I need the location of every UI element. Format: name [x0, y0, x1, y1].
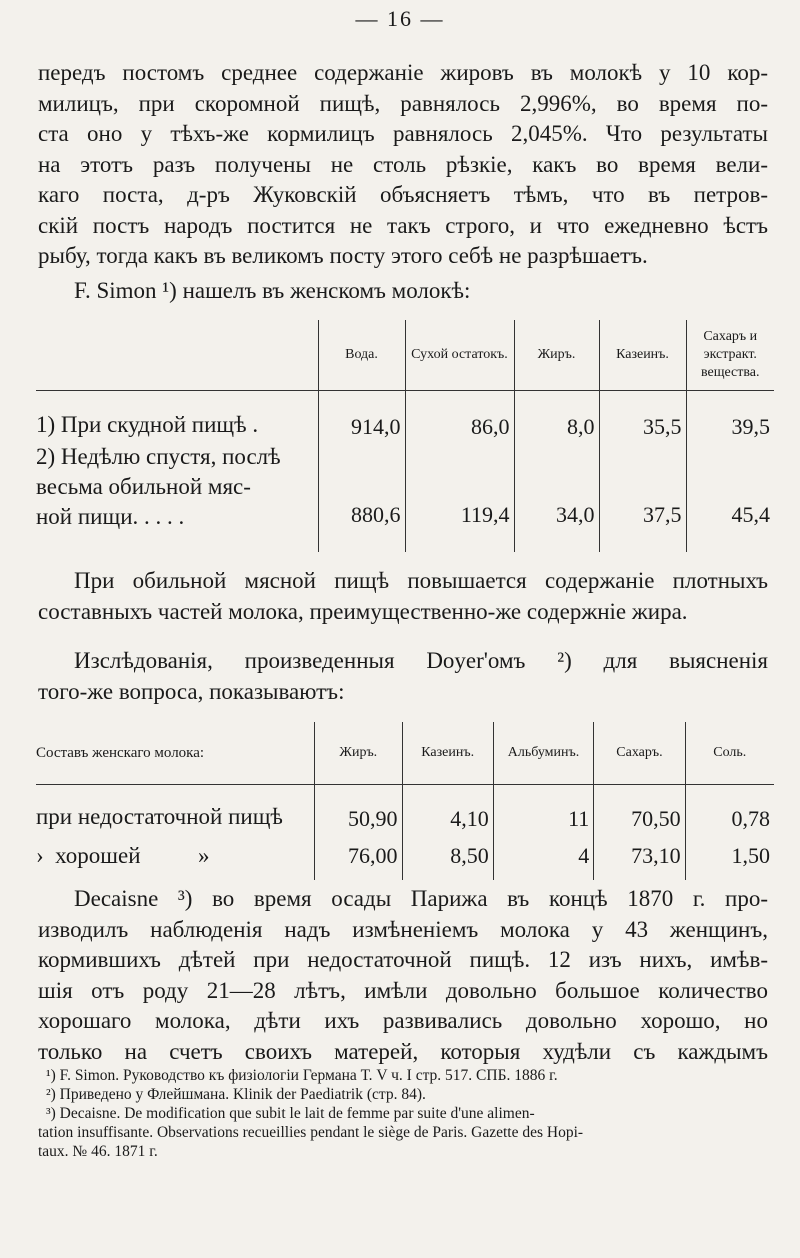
col-header-casein: Казеинъ. — [599, 320, 686, 390]
table-cell: 8,0 — [514, 390, 599, 440]
text-line: милицъ, при скоромной пищѣ, равнялось 2,996%, во время по- — [38, 90, 768, 116]
footnotes — [38, 1066, 768, 1161]
col-header-albumin: Альбуминъ. — [493, 722, 593, 784]
text-line: изводилъ наблюденія надъ измѣненіемъ молока у 43 женщинъ, — [38, 916, 768, 942]
table-cell: 34,0 — [514, 440, 599, 552]
col-header-casein: Казеинъ. — [402, 722, 493, 784]
table-cell: 1,50 — [685, 832, 774, 880]
text-line: скій постъ народъ постится не такъ строго, и что ежедневно ѣстъ — [38, 212, 768, 238]
row-label-line: 2) Недѣлю спустя, послѣ — [36, 444, 281, 469]
text-line: рыбу, тогда какъ въ великомъ посту этого себѣ не разрѣшаетъ. — [38, 243, 648, 268]
table-cell: 35,5 — [599, 390, 686, 440]
col-header-water: Вода. — [318, 320, 405, 390]
footnote-2: ²) Приведено у Флейшмана. Klinik der Paediatrik (стр. 84). — [46, 1086, 426, 1103]
table-cell: 914,0 — [318, 390, 405, 440]
table-cell: 45,4 — [686, 440, 774, 552]
table-cell: 37,5 — [599, 440, 686, 552]
paragraph-decaisne — [38, 884, 768, 1067]
text-line: составныхъ частей молока, преимущественно-же содержніе жира. — [38, 598, 688, 624]
table-cell: 11 — [493, 784, 593, 832]
text-line: только на счетъ своихъ матерей, которыя худѣли съ каждымъ — [38, 1038, 768, 1064]
table-corner-label: Составъ женскаго молока: — [36, 722, 315, 784]
row-label-scanty-food: 1) При скудной пищѣ . — [36, 412, 259, 437]
text-line: Изслѣдованія, произведенныя Doyer'омъ ²) для выясненія — [74, 648, 768, 673]
table-cell: 119,4 — [405, 440, 514, 552]
footnote-3-cont: tation insuffisante. Observations recueillies pendant le siège de Paris. Gazette des Hopi- — [38, 1124, 584, 1141]
text-line: ста оно у тѣхъ-же кормилицъ равнялось 2,045%. Что результаты — [38, 121, 768, 146]
footnote-3-end: taux. № 46. 1871 г. — [38, 1143, 158, 1160]
text-line: F. Simon ¹) нашелъ въ женскомъ молокѣ: — [74, 278, 471, 303]
table-cell: 0,78 — [685, 784, 774, 832]
col-header-sugar-extract: Сахаръ и экстракт. вещества. — [686, 320, 774, 390]
col-header-fat: Жиръ. — [514, 320, 599, 390]
text-line: на этотъ разъ получены не столь рѣзкіе, какъ во время вели- — [38, 151, 768, 177]
table-cell: 8,50 — [402, 832, 493, 880]
col-header-dry-residue: Сухой остатокъ. — [405, 320, 514, 390]
text-line: кормившихъ дѣтей при недостаточной пищѣ. 12 изъ нихъ, имѣв- — [38, 947, 768, 972]
table-cell: 73,10 — [594, 832, 685, 880]
table-cell: 70,50 — [594, 784, 685, 832]
table-cell: 50,90 — [315, 784, 402, 832]
row-label-meat-diet — [36, 440, 318, 552]
text-line: того-же вопроса, показываютъ: — [38, 678, 345, 704]
footnote-3: ³) Decaisne. De modification que subit le lait de femme par suite d'une alimen- — [46, 1105, 535, 1122]
text-line: каго поста, д-ръ Жуковскій объясняетъ тѣмъ, что въ петров- — [38, 182, 768, 207]
col-header-salt: Соль. — [685, 722, 774, 784]
footnote-1: ¹) F. Simon. Руководство къ физіологіи Германа Т. V ч. I стр. 517. СПБ. 1886 г. — [46, 1067, 558, 1084]
paragraph-simon-intro — [74, 276, 774, 307]
text-line: При обильной мясной пищѣ повышается содержаніе плотныхъ — [74, 568, 768, 593]
paragraph-meat-diet-result — [38, 566, 768, 627]
text-line: шія отъ роду 21—28 лѣтъ, имѣли довольно большое количество — [38, 977, 768, 1003]
row-label-insufficient-food: при недостаточной пищѣ — [36, 804, 283, 829]
paragraph-fasting-milk — [38, 58, 768, 272]
page-number: — 16 — — [355, 6, 445, 31]
doyer-milk-table — [36, 722, 774, 880]
simon-milk-table — [36, 320, 774, 552]
col-header-sugar: Сахаръ. — [594, 722, 685, 784]
text-line: передъ постомъ среднее содержаніе жировъ въ молокѣ у 10 кор- — [38, 60, 768, 85]
table-cell: 4,10 — [402, 784, 493, 832]
row-label-good-food: › хорошей » — [36, 843, 210, 868]
table-corner — [36, 320, 318, 390]
text-line: хорошаго молока, дѣти ихъ развивались довольно хорошо, но — [38, 1008, 768, 1033]
text-line: Decaisne ³) во время осады Парижа въ концѣ 1870 г. про- — [74, 886, 768, 911]
col-header-fat: Жиръ. — [315, 722, 402, 784]
table-cell: 880,6 — [318, 440, 405, 552]
paragraph-doyer-intro — [38, 646, 768, 707]
table-cell: 76,00 — [315, 832, 402, 880]
table-cell: 4 — [493, 832, 593, 880]
row-label-line: ной пищи. . . . . — [36, 504, 185, 529]
table-cell: 86,0 — [405, 390, 514, 440]
row-label-line: весьма обильной мяс- — [36, 474, 251, 499]
table-cell: 39,5 — [686, 390, 774, 440]
